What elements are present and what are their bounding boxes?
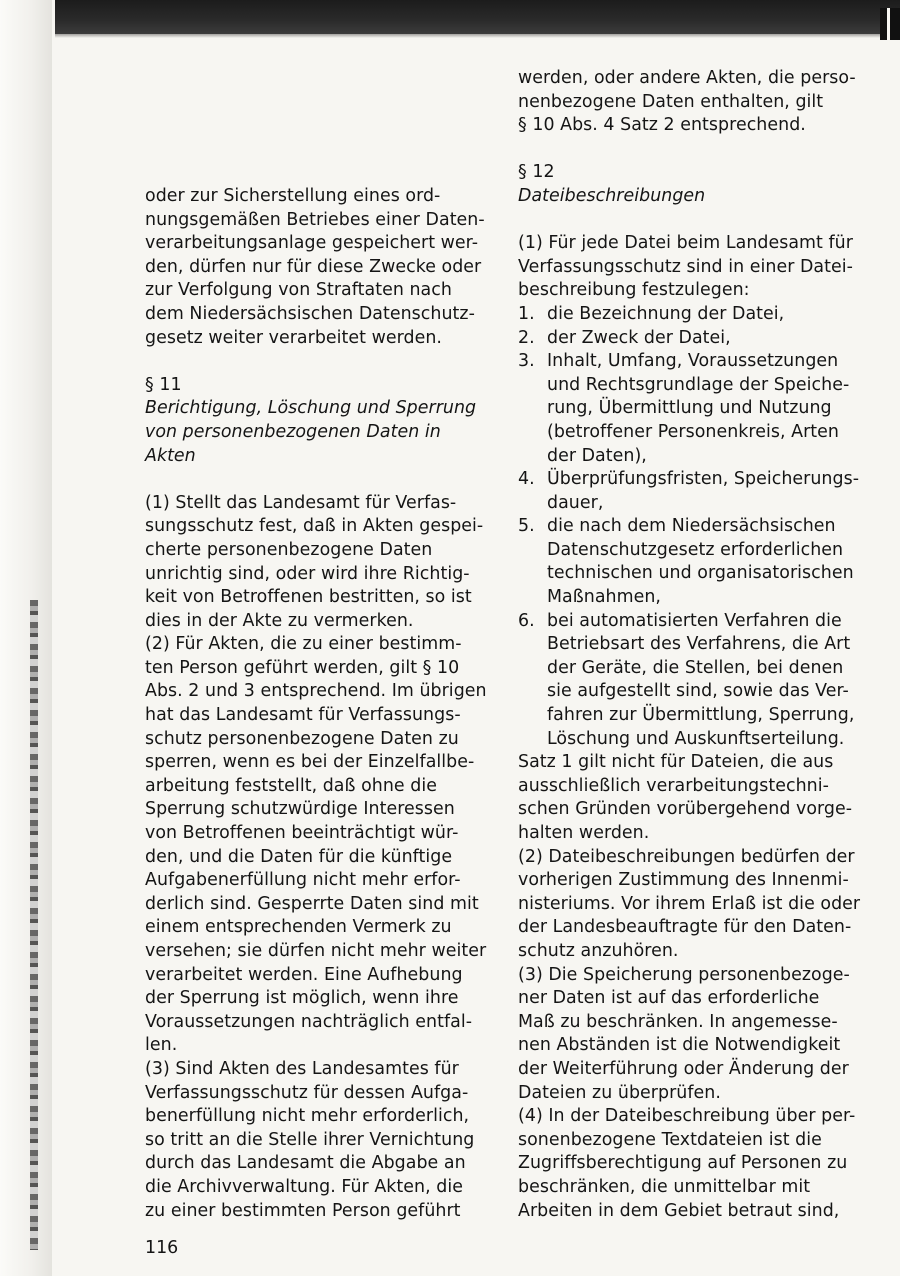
section-12-number: § 12	[518, 162, 555, 183]
list-item-number: 4.	[518, 469, 535, 490]
list-item-text: Inhalt, Umfang, Voraussetzungen und Rechtsgrundlage der Speiche- rung, Übermittlung und Nutzung (betroffener Personenkreis, Arten der Daten),	[547, 351, 850, 466]
section-11-paragraph-3: (3) Sind Akten des Landesamtes für Verfassungsschutz für dessen Aufga- benerfüllung nicht mehr erforderlich, so tritt an die Stelle ihrer Vernichtung durch das Landesamt die Abgabe an die Archivverwaltung. Für Akten, die zu einer bestimmten Person geführt	[145, 1058, 475, 1221]
list-item-number: 5.	[518, 516, 535, 537]
scan-left-margin	[0, 0, 52, 1276]
section-12-paragraph-4: (4) In der Dateibeschreibung über per- sonenbezogene Textdateien ist die Zugriffsberechtigung auf Personen zu beschränken, die unmittelbar mit Arbeiten in dem Gebiet betraut sind,	[518, 1106, 856, 1221]
list-item-number: 1.	[518, 303, 535, 324]
list-item	[518, 610, 868, 752]
list-item-text: Überprüfungsfristen, Speicherungs- dauer,	[547, 469, 860, 513]
list-item	[518, 515, 868, 609]
list-item-text: der Zweck der Datei,	[547, 327, 731, 348]
list-item	[518, 303, 868, 327]
scan-binding-strip	[30, 600, 38, 1250]
list-item-text: die nach dem Niedersächsischen Datenschutzgesetz erforderlichen technischen und organisatorischen Maßnahmen,	[547, 516, 854, 608]
list-item-text: bei automatisierten Verfahren die Betriebsart des Verfahrens, die Art der Geräte, die Stellen, bei denen sie aufgestellt sind, sowie das Ver- fahren zur Übermittlung, Sperrung, Löschung und Auskunftserteilung.	[547, 610, 855, 749]
section-12-paragraph-2: (2) Dateibeschreibungen bedürfen der vorherigen Zustimmung des Innenmi- nisteriums. Vor ihrem Erlaß ist die oder der Landesbeauftragte für den Daten- schutz anzuhören.	[518, 846, 861, 961]
list-item	[518, 350, 868, 468]
list-item-number: 6.	[518, 610, 535, 631]
section-12-title: Dateibeschreibungen	[518, 185, 706, 206]
list-item	[518, 468, 868, 515]
section-12-paragraph-1-tail: Satz 1 gilt nicht für Dateien, die aus ausschließlich verarbeitungstechni- schen Gründen vorübergehend vorge- halten werden.	[518, 752, 853, 843]
right-column	[518, 67, 868, 1223]
scan-top-edge	[55, 0, 900, 34]
section-12-paragraph-1-intro: (1) Für jede Datei beim Landesamt für Verfassungsschutz sind in einer Datei- beschreibung festzulegen:	[518, 233, 853, 301]
intro-paragraph: oder zur Sicherstellung eines ord- nungsgemäßen Betriebes einer Daten- verarbeitungsanlage gespeichert wer- den, dürfen nur für diese Zwecke oder zur Verfolgung von Straftaten nach dem Niedersächsischen Datenschutz- gesetz weiter verarbeitet werden.	[145, 186, 485, 348]
section-11-number: § 11	[145, 374, 182, 395]
list-item	[518, 327, 868, 351]
scan-corner-mark	[880, 8, 900, 40]
list-item-text: die Bezeichnung der Datei,	[547, 303, 785, 324]
section-11-paragraph-1: (1) Stellt das Landesamt für Verfas- sungsschutz fest, daß in Akten gespei- cherte personenbezogene Daten unrichtig sind, oder wird ihre Richtig- keit von Betroffenen bestritten, so ist dies in der Akte zu vermerken.	[145, 492, 484, 631]
page-number: 116	[145, 1238, 179, 1258]
continuation-paragraph: werden, oder andere Akten, die perso- nenbezogene Daten enthalten, gilt § 10 Abs. 4 Satz 2 entsprechend.	[518, 68, 856, 136]
section-11-paragraph-2: (2) Für Akten, die zu einer bestimm- ten Person geführt werden, gilt § 10 Abs. 2 und 3 entsprechend. Im übrigen hat das Landesamt für Verfassungs- schutz personenbezogene Daten zu sperren, wenn es bei der Einzelfallbe- arbeitung feststellt, daß ohne die Sperrung schutzwürdige Interessen von Betroffenen beeinträchtigt wür- den, und die Daten für die künftige Aufgabenerfüllung nicht mehr erfor- derlich sind. Gesperrte Daten sind mit einem entsprechenden Vermerk zu versehen; sie dürfen nicht mehr weiter verarbeitet werden. Eine Aufhebung der Sperrung ist möglich, wenn ihre Voraussetzungen nachträglich entfal- len.	[145, 634, 487, 1056]
list-item-number: 2.	[518, 327, 535, 348]
section-12-item-list	[518, 303, 868, 751]
left-column	[145, 185, 490, 1223]
list-item-number: 3.	[518, 351, 535, 372]
section-11-title: Berichtigung, Löschung und Sperrung von personenbezogenen Daten in Akten	[145, 398, 477, 466]
section-12-paragraph-3: (3) Die Speicherung personenbezoge- ner Daten ist auf das erforderliche Maß zu beschränken. In angemesse- nen Abständen ist die Notwendigkeit der Weiterführung oder Änderung der Dateien zu überprüfen.	[518, 964, 850, 1103]
